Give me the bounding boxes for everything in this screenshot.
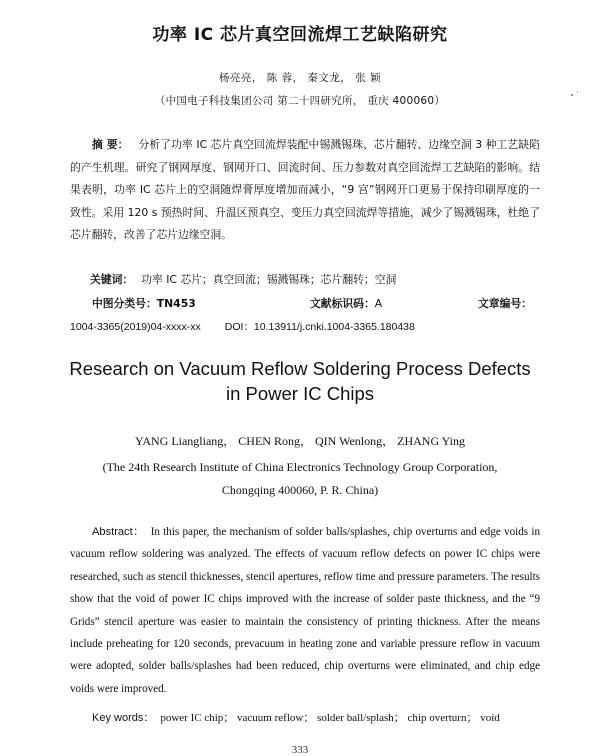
english-keywords-text: power IC chip； vacuum reflow； solder ball/splash； chip overturn； void <box>160 712 500 724</box>
chinese-authors: 杨亮亮， 陈 蓉， 秦文龙， 张 颖 <box>218 72 382 84</box>
chinese-keywords-text: 功率 IC 芯片；真空回流；锡溅锡珠；芯片翻转；空洞 <box>141 273 397 286</box>
english-affiliation-line2: Chongqing 400060, P. R. China) <box>221 483 379 497</box>
doi: DOI：10.13911/j.cnki.1004-3365.180438 <box>224 321 415 333</box>
article-number-label: 文章编号： <box>478 297 532 310</box>
identifier-row <box>70 319 439 334</box>
english-title-line1: Research on Vacuum Reflow Soldering Process Defects <box>69 358 531 379</box>
english-affiliation <box>0 456 600 502</box>
english-keywords-label: Key words： <box>92 712 155 724</box>
clc-number: 中图分类号：TN453 <box>92 297 196 310</box>
english-authors: YANG Liangliang， CHEN Rong， QIN Wenlong， ZHANG Ying <box>134 434 465 448</box>
english-keywords <box>92 709 500 725</box>
chinese-title: 功率 IC 芯片真空回流焊工艺缺陷研究 <box>152 25 448 45</box>
english-abstract-text: In this paper, the mechanism of solder balls/splashes, chip overturns and edge voids in vacuum reflow soldering was analyzed. The effects of vacuum reflow defects on power IC chips were researched, such as stencil thicknesses, stencil apertures, reflow time and pressure parameters. The results show that the void of power IC chips improved with the increase of solder paste thickness, and the “9 Grids” stencil aperture was easier to maintain the consistency of printing thickness. After the means include preheating for 120 seconds, prevacuum in heating zone and variable pressure reflow in vacuum were adopted, solder balls/splashes had been reduced, chip overturns were eliminated, and chip edge voids were improved. <box>70 526 540 695</box>
english-title-line2: in Power IC Chips <box>225 383 375 404</box>
chinese-abstract-label: 摘 要： <box>92 138 129 151</box>
chinese-abstract-text: 分析了功率 IC 芯片真空回流焊装配中锡溅锡珠、芯片翻转、边缘空洞 3 种工艺缺陷的产生机理。研究了钢网厚度、钢网开口、回流时间、压力参数对真空回流焊工艺缺陷的影响。结果表明，功率 IC 芯片上的空洞随焊膏厚度增加而减小，“9 宫”钢网开口更易于保持印刷厚度的一致性。采用 120 s 预热时间、升温区预真空、变压力真空回流焊等措施，减少了锡溅锡珠，杜绝了芯片翻转，改善了芯片边缘空洞。 <box>70 138 540 241</box>
scan-speck <box>577 91 578 92</box>
english-abstract-label: Abstract： <box>92 526 145 538</box>
chinese-keywords-label: 关键词： <box>90 273 134 286</box>
english-abstract <box>70 521 540 700</box>
chinese-abstract <box>70 134 540 247</box>
chinese-affiliation: （中国电子科技集团公司 第二十四研究所， 重庆 400060） <box>154 95 446 107</box>
article-number: 1004-3365(2019)04-xxxx-xx <box>70 321 201 333</box>
document-code: 文献标识码：A <box>310 297 383 310</box>
scan-speck <box>571 94 573 96</box>
page-number: 333 <box>291 744 309 756</box>
chinese-keywords <box>90 272 396 287</box>
english-affiliation-line1: (The 24th Research Institute of China Electronics Technology Group Corporation, <box>102 460 498 474</box>
english-title <box>0 356 600 406</box>
